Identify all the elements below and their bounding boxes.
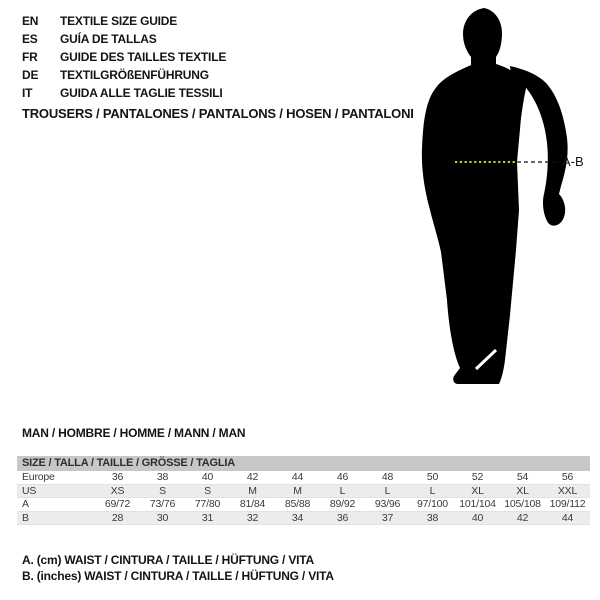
table-cell: 36 [336, 511, 349, 524]
table-cell: 37 [381, 511, 394, 524]
table-cell: 109/112 [549, 498, 586, 511]
category-title: TROUSERS / PANTALONES / PANTALONS / HOSEN / PANTALONI [22, 106, 414, 121]
model-figure [400, 0, 600, 420]
language-label: GUÍA DE TALLAS [60, 32, 157, 46]
table-cell: 44 [291, 471, 304, 484]
language-label: TEXTILE SIZE GUIDE [60, 14, 178, 28]
language-label: TEXTILGRÖßENFÜHRUNG [60, 68, 209, 82]
table-row [17, 471, 590, 485]
table-cell: 38 [426, 511, 439, 524]
table-cell: XS [110, 484, 125, 497]
measure-label: A-B [562, 154, 584, 169]
table-cell: 93/96 [374, 498, 401, 511]
size-table-rows [17, 471, 590, 525]
man-silhouette-graphic [400, 0, 600, 420]
table-cell: 34 [291, 511, 304, 524]
table-cell: XXL [557, 484, 578, 497]
gender-title: MAN / HOMBRE / HOMME / MANN / MAN [22, 426, 246, 440]
table-cell: 52 [471, 471, 484, 484]
footnotes [22, 552, 334, 584]
language-code: ES [22, 32, 38, 46]
size-table-header: SIZE / TALLA / TAILLE / GRÖSSE / TAGLIA [17, 456, 590, 471]
table-cell: 28 [111, 511, 124, 524]
size-table [17, 456, 590, 525]
table-row-label: Europe [22, 471, 55, 484]
language-row [22, 66, 226, 84]
table-cell: 38 [156, 471, 169, 484]
table-cell: 89/92 [329, 498, 356, 511]
table-cell: M [293, 484, 302, 497]
table-cell: 50 [426, 471, 439, 484]
table-row-label: B [22, 511, 29, 524]
table-cell: L [384, 484, 391, 497]
table-cell: XL [516, 484, 529, 497]
footnote-line: B. (inches) WAIST / CINTURA / TAILLE / HÜFTUNG / VITA [22, 569, 334, 583]
table-cell: 105/108 [504, 498, 541, 511]
silhouette-body-path [422, 8, 527, 384]
table-cell: 32 [246, 511, 259, 524]
language-label: GUIDA ALLE TAGLIE TESSILI [60, 86, 223, 100]
language-row [22, 30, 226, 48]
table-row-label: US [22, 484, 37, 497]
table-cell: 85/88 [284, 498, 311, 511]
table-row [17, 498, 590, 512]
footnote-line: A. (cm) WAIST / CINTURA / TAILLE / HÜFTUNG / VITA [22, 553, 314, 567]
language-row [22, 12, 226, 30]
language-code: EN [22, 14, 39, 28]
language-row [22, 48, 226, 66]
table-row [17, 485, 590, 499]
table-cell: 73/76 [149, 498, 176, 511]
language-list [22, 12, 226, 102]
table-row [17, 512, 590, 526]
table-cell: 46 [336, 471, 349, 484]
table-cell: 54 [516, 471, 529, 484]
table-cell: L [339, 484, 346, 497]
language-label: GUIDE DES TAILLES TEXTILE [60, 50, 227, 64]
language-row [22, 84, 226, 102]
table-cell: 36 [111, 471, 124, 484]
table-cell: 40 [201, 471, 214, 484]
table-cell: S [204, 484, 211, 497]
table-cell: 31 [201, 511, 214, 524]
table-cell: 48 [381, 471, 394, 484]
table-cell: 30 [156, 511, 169, 524]
table-cell: 44 [561, 511, 574, 524]
table-cell: 40 [471, 511, 484, 524]
table-cell: 101/104 [459, 498, 496, 511]
table-cell: XL [471, 484, 484, 497]
table-cell: 42 [246, 471, 259, 484]
table-cell: L [429, 484, 436, 497]
table-cell: 97/100 [417, 498, 448, 511]
language-code: IT [22, 86, 33, 100]
language-code: FR [22, 50, 38, 64]
table-cell: M [248, 484, 257, 497]
table-cell: 42 [516, 511, 529, 524]
table-cell: 77/80 [194, 498, 221, 511]
table-row-label: A [22, 498, 29, 511]
language-code: DE [22, 68, 39, 82]
table-cell: S [159, 484, 166, 497]
table-cell: 56 [561, 471, 574, 484]
table-cell: 81/84 [239, 498, 266, 511]
table-cell: 69/72 [104, 498, 131, 511]
